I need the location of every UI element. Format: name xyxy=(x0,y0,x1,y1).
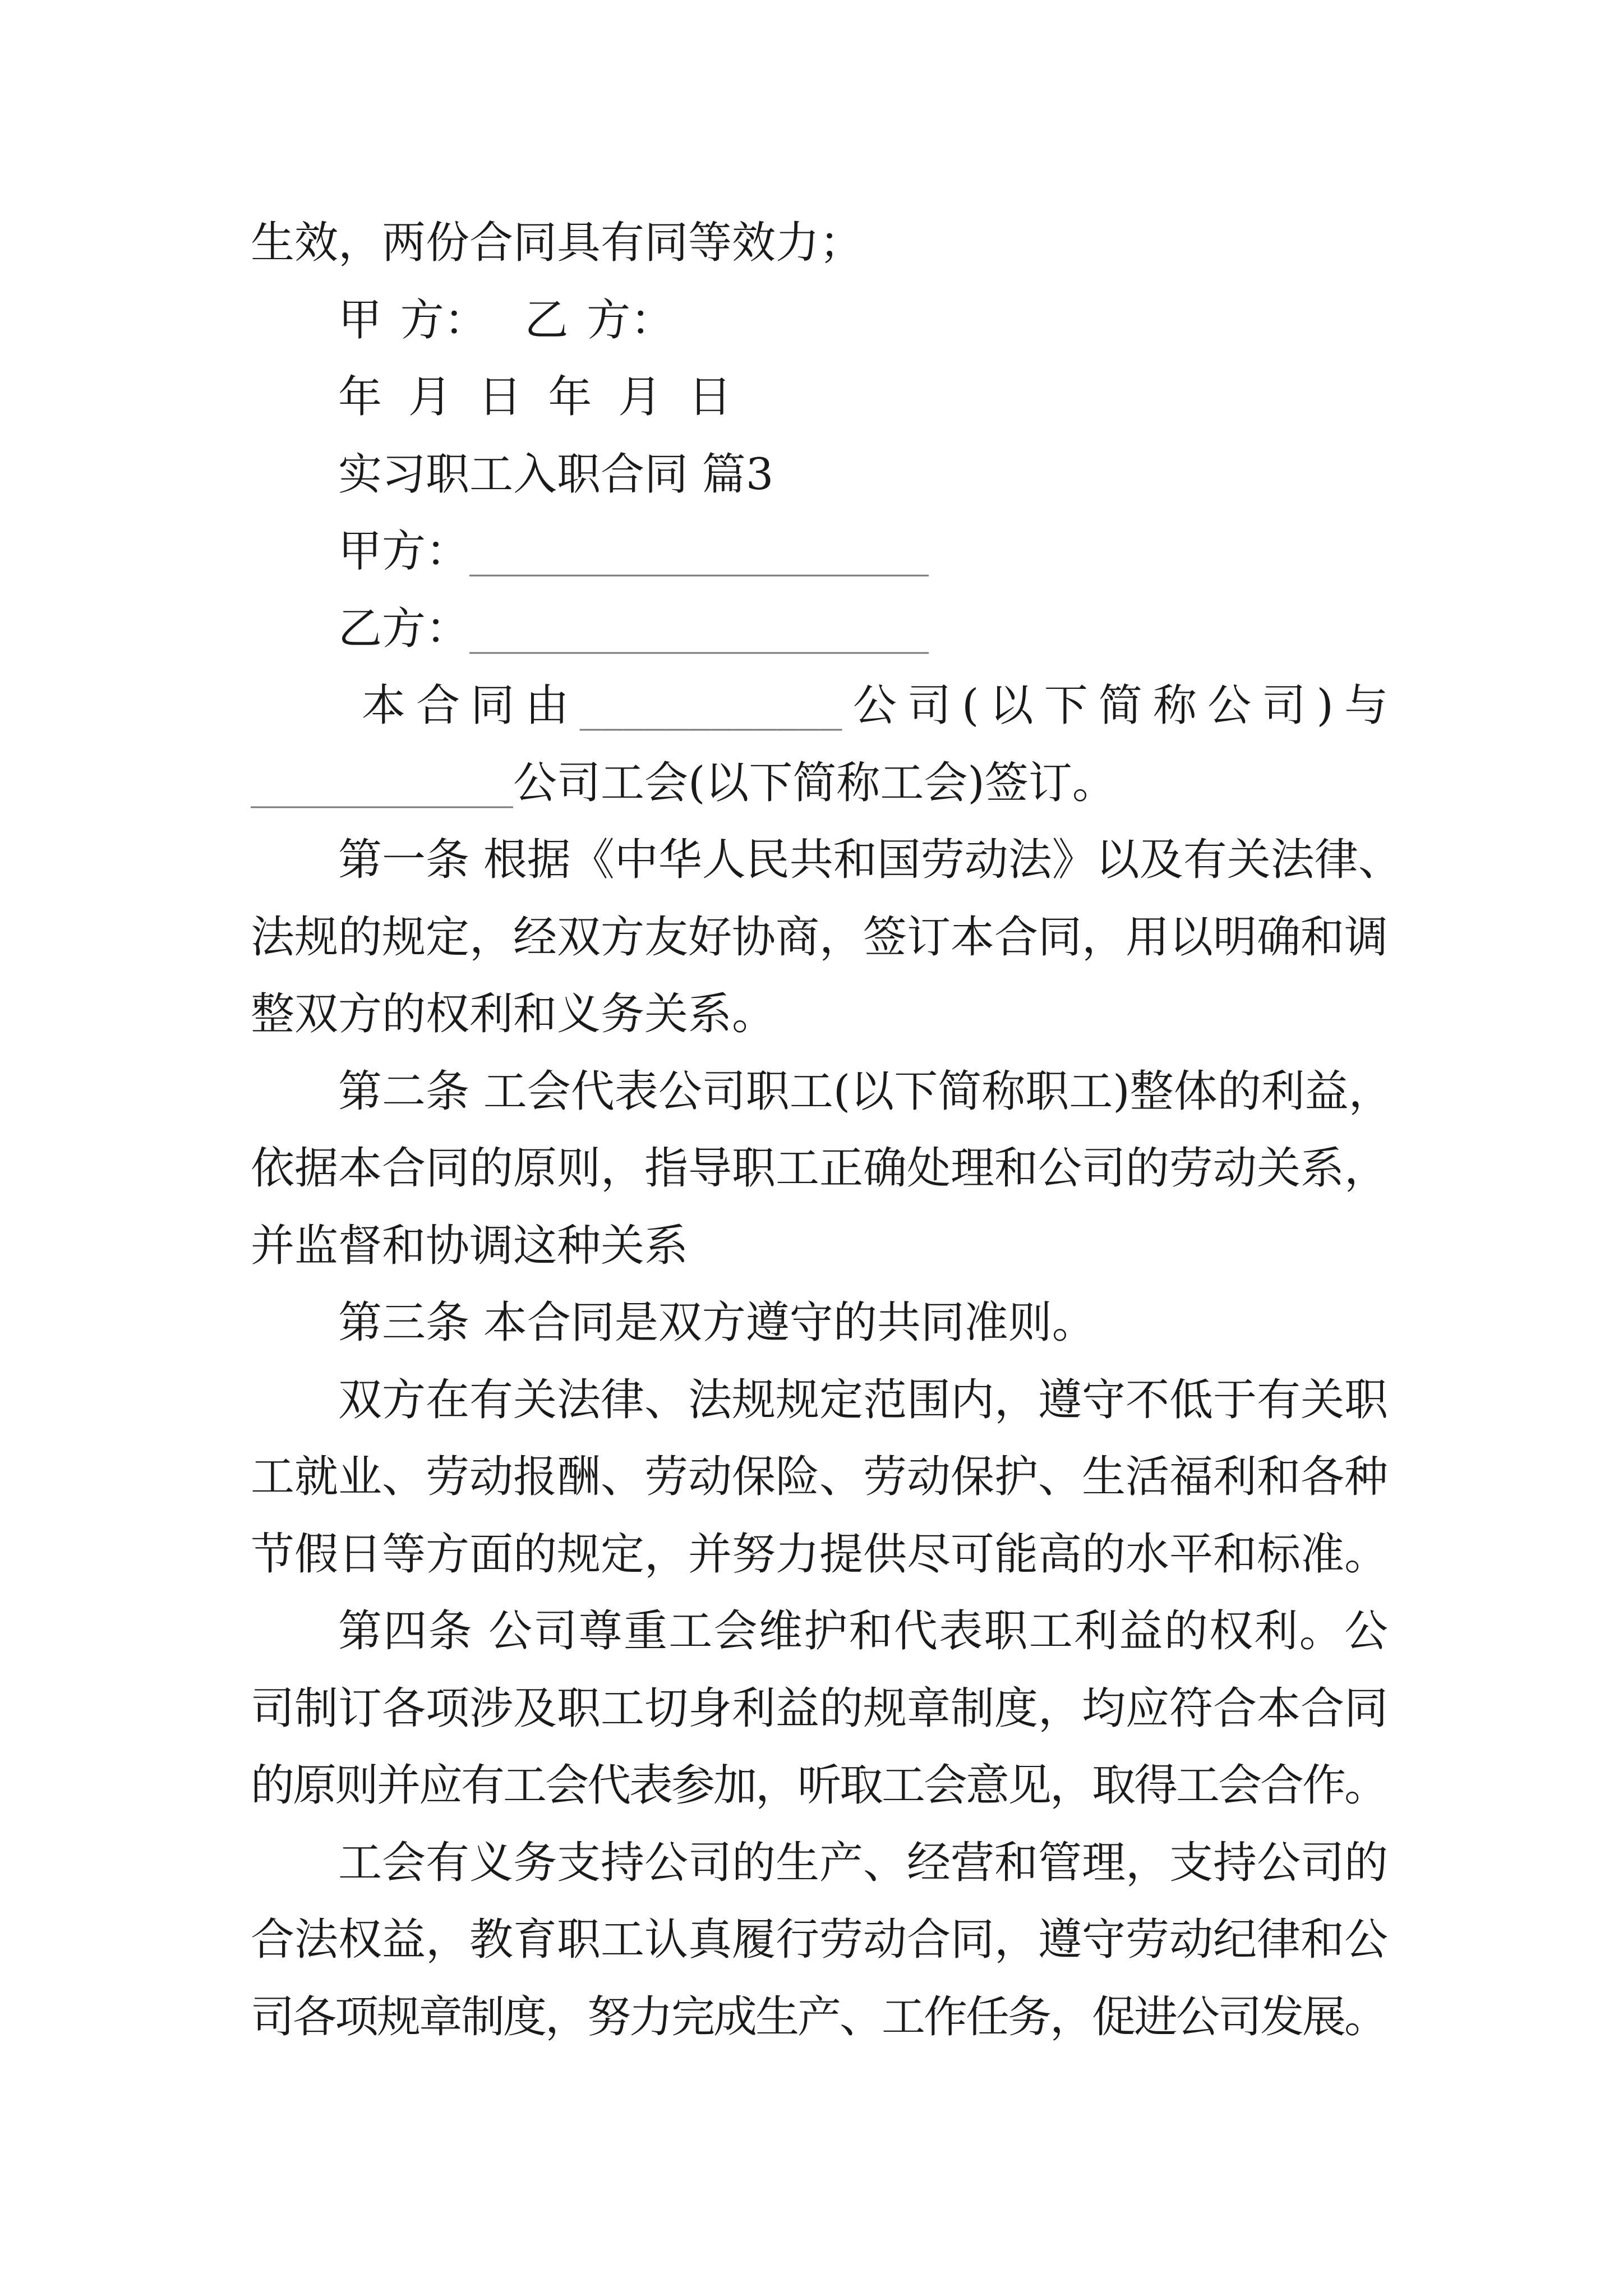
signature-dates-line: 年 月 日 年 月 日 xyxy=(338,372,732,422)
text-line: 生效，两份合同具有同等效力； xyxy=(251,218,864,268)
text-line: 司各项规章制度，努力完成生产、工作任务，促进公司发展。 xyxy=(251,1991,1387,2042)
party-b-field xyxy=(251,591,1388,668)
article-3 xyxy=(251,1285,1388,1362)
text-line: 节假日等方面的规定，并努力提供尽可能高的水平和标准。 xyxy=(251,1529,1389,1580)
preamble-text: 公司(以下简称公司)与 xyxy=(842,680,1388,731)
article-4-detail xyxy=(251,1825,1388,2056)
preamble xyxy=(251,668,1388,822)
contract-title-line: 实习职工入职合同 篇3 xyxy=(338,449,774,500)
party-a-label: 甲方： xyxy=(338,526,470,577)
party-a-field xyxy=(251,513,1388,591)
preamble-text: 公司工会(以下简称工会)签订。 xyxy=(513,757,1116,808)
preamble-line xyxy=(251,668,1388,745)
signature-parties xyxy=(251,282,1388,360)
text-line: 第二条 工会代表公司职工(以下简称职工)整体的利益， xyxy=(338,1066,1393,1117)
closing-clause-continued xyxy=(251,205,1388,282)
contract-title xyxy=(251,436,1388,514)
article-3-detail xyxy=(251,1362,1388,1594)
union-name-blank-line: ____________ xyxy=(251,757,513,808)
text-line: 法规的规定，经双方友好协商，签订本合同，用以明确和调 xyxy=(251,912,1389,963)
text-line: 整双方的权利和义务关系。 xyxy=(251,989,776,1039)
article-1 xyxy=(251,822,1402,1053)
party-b-label: 乙方： xyxy=(338,603,470,654)
text-line: 第一条 根据《中华人民共和国劳动法》以及有关法律、 xyxy=(338,835,1402,885)
party-b-line xyxy=(251,591,1388,668)
party-a-blank-line: _____________________ xyxy=(469,526,929,577)
party-a-line xyxy=(251,513,1388,591)
text-line: 工会有义务支持公司的生产、经营和管理，支持公司的 xyxy=(338,1837,1389,1888)
article-4 xyxy=(251,1593,1388,1825)
preamble-text: 本合同由 xyxy=(362,680,580,731)
party-b-blank-line: _____________________ xyxy=(469,603,929,654)
text-line: 合法权益，教育职工认真履行劳动合同，遵守劳动纪律和公 xyxy=(251,1915,1389,1965)
text-line: 依据本合同的原则，指导职工正确处理和公司的劳动关系， xyxy=(251,1143,1389,1194)
article-2 xyxy=(251,1053,1393,1285)
signature-parties-line: 甲 方： 乙 方： xyxy=(338,295,675,346)
text-line: 并监督和协调这种关系 xyxy=(251,1220,689,1271)
document-body xyxy=(251,205,1402,2056)
text-line: 工就业、劳动报酬、劳动保险、劳动保护、生活福利和各种 xyxy=(251,1452,1389,1502)
text-line: 第三条 本合同是双方遵守的共同准则。 xyxy=(338,1297,1096,1348)
company-name-blank-line: ____________ xyxy=(579,680,842,731)
text-line: 司制订各项涉及职工切身利益的规章制度，均应符合本合同 xyxy=(251,1683,1389,1734)
signature-dates xyxy=(251,359,1388,436)
text-line: 的原则并应有工会代表参加，听取工会意见，取得工会合作。 xyxy=(251,1760,1387,1811)
text-line: 双方在有关法律、法规规定范围内，遵守不低于有关职 xyxy=(338,1374,1389,1425)
text-line: 第四条 公司尊重工会维护和代表职工利益的权利。公 xyxy=(338,1606,1388,1657)
preamble-line xyxy=(251,745,1388,822)
